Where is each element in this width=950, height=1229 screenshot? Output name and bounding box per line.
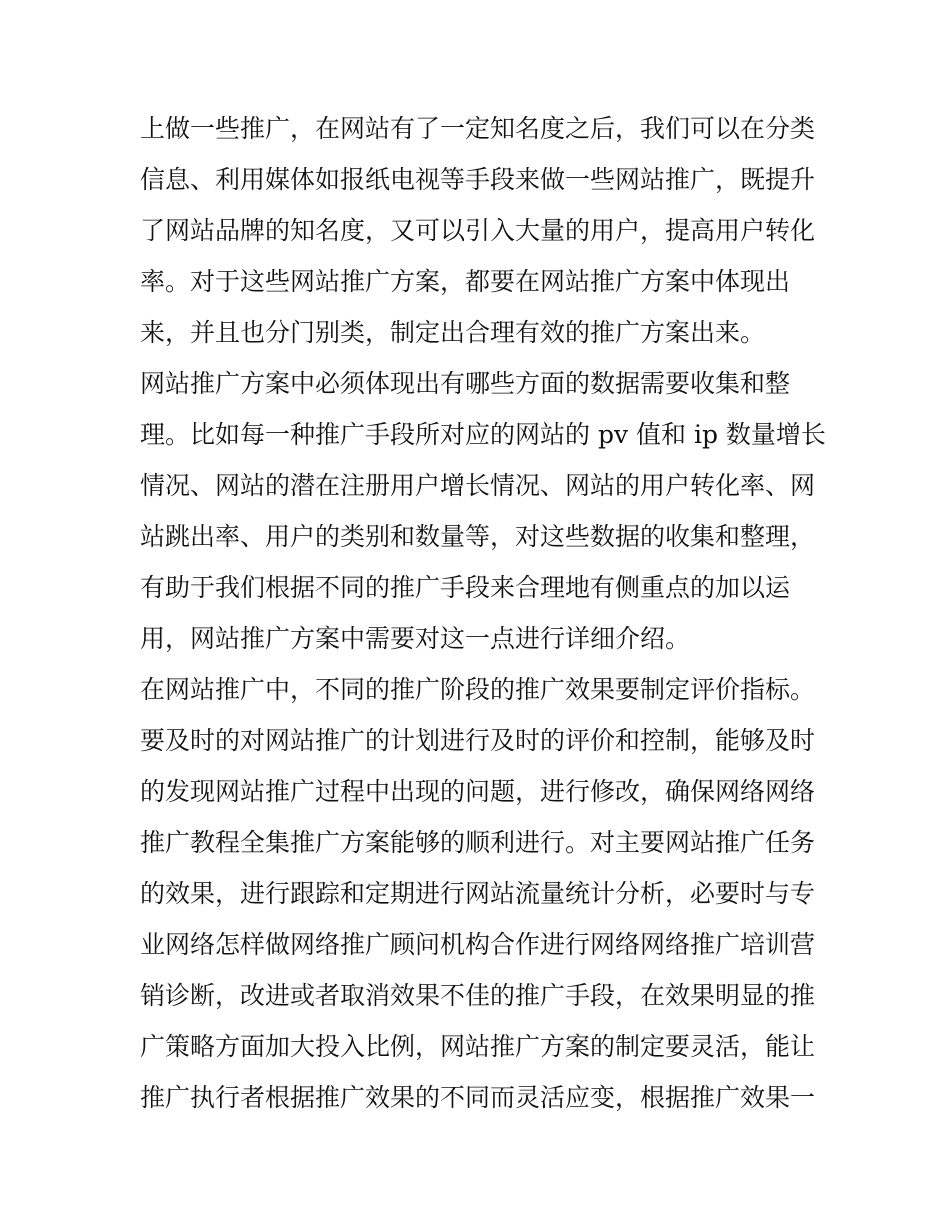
text-line: 来，并且也分门别类，制定出合理有效的推广方案出来。 — [140, 318, 766, 347]
text-line: 上做一些推广，在网站有了一定知名度之后，我们可以在分类 — [140, 114, 816, 143]
text-line: 率。对于这些网站推广方案，都要在网站推广方案中体现出 — [140, 267, 791, 296]
text-line: 有助于我们根据不同的推广手段来合理地有侧重点的加以运 — [140, 573, 791, 602]
text-line: 广策略方面加大投入比例，网站推广方案的制定要灵活，能让 — [140, 1032, 816, 1061]
body-text — [140, 103, 830, 1123]
text-line: 业网络怎样做网络推广顾问机构合作进行网络网络推广培训营 — [140, 930, 816, 959]
text-line: 信息、利用媒体如报纸电视等手段来做一些网站推广，既提升 — [140, 165, 816, 194]
text-line: 的发现网站推广过程中出现的问题，进行修改，确保网络网络 — [140, 777, 816, 806]
text-line: 推广执行者根据推广效果的不同而灵活应变，根据推广效果一 — [140, 1083, 816, 1112]
text-line: 在网站推广中，不同的推广阶段的推广效果要制定评价指标。 — [140, 675, 816, 704]
text-line: 情况、网站的潜在注册用户增长情况、网站的用户转化率、网 — [140, 471, 816, 500]
text-line: 了网站品牌的知名度，又可以引入大量的用户，提高用户转化 — [140, 216, 816, 245]
text-line: 用，网站推广方案中需要对这一点进行详细介绍。 — [140, 624, 691, 653]
text-line: 销诊断，改进或者取消效果不佳的推广手段，在效果明显的推 — [140, 981, 816, 1010]
text-line: 要及时的对网站推广的计划进行及时的评价和控制，能够及时 — [140, 726, 816, 755]
text-line: 站跳出率、用户的类别和数量等，对这些数据的收集和整理， — [140, 522, 816, 551]
text-line: 推广教程全集推广方案能够的顺利进行。对主要网站推广任务 — [140, 828, 816, 857]
text-line: 理。比如每一种推广手段所对应的网站的 pv 值和 ip 数量增长 — [140, 420, 826, 449]
text-line: 的效果，进行跟踪和定期进行网站流量统计分析，必要时与专 — [140, 879, 816, 908]
text-line: 网站推广方案中必须体现出有哪些方面的数据需要收集和整 — [140, 369, 791, 398]
